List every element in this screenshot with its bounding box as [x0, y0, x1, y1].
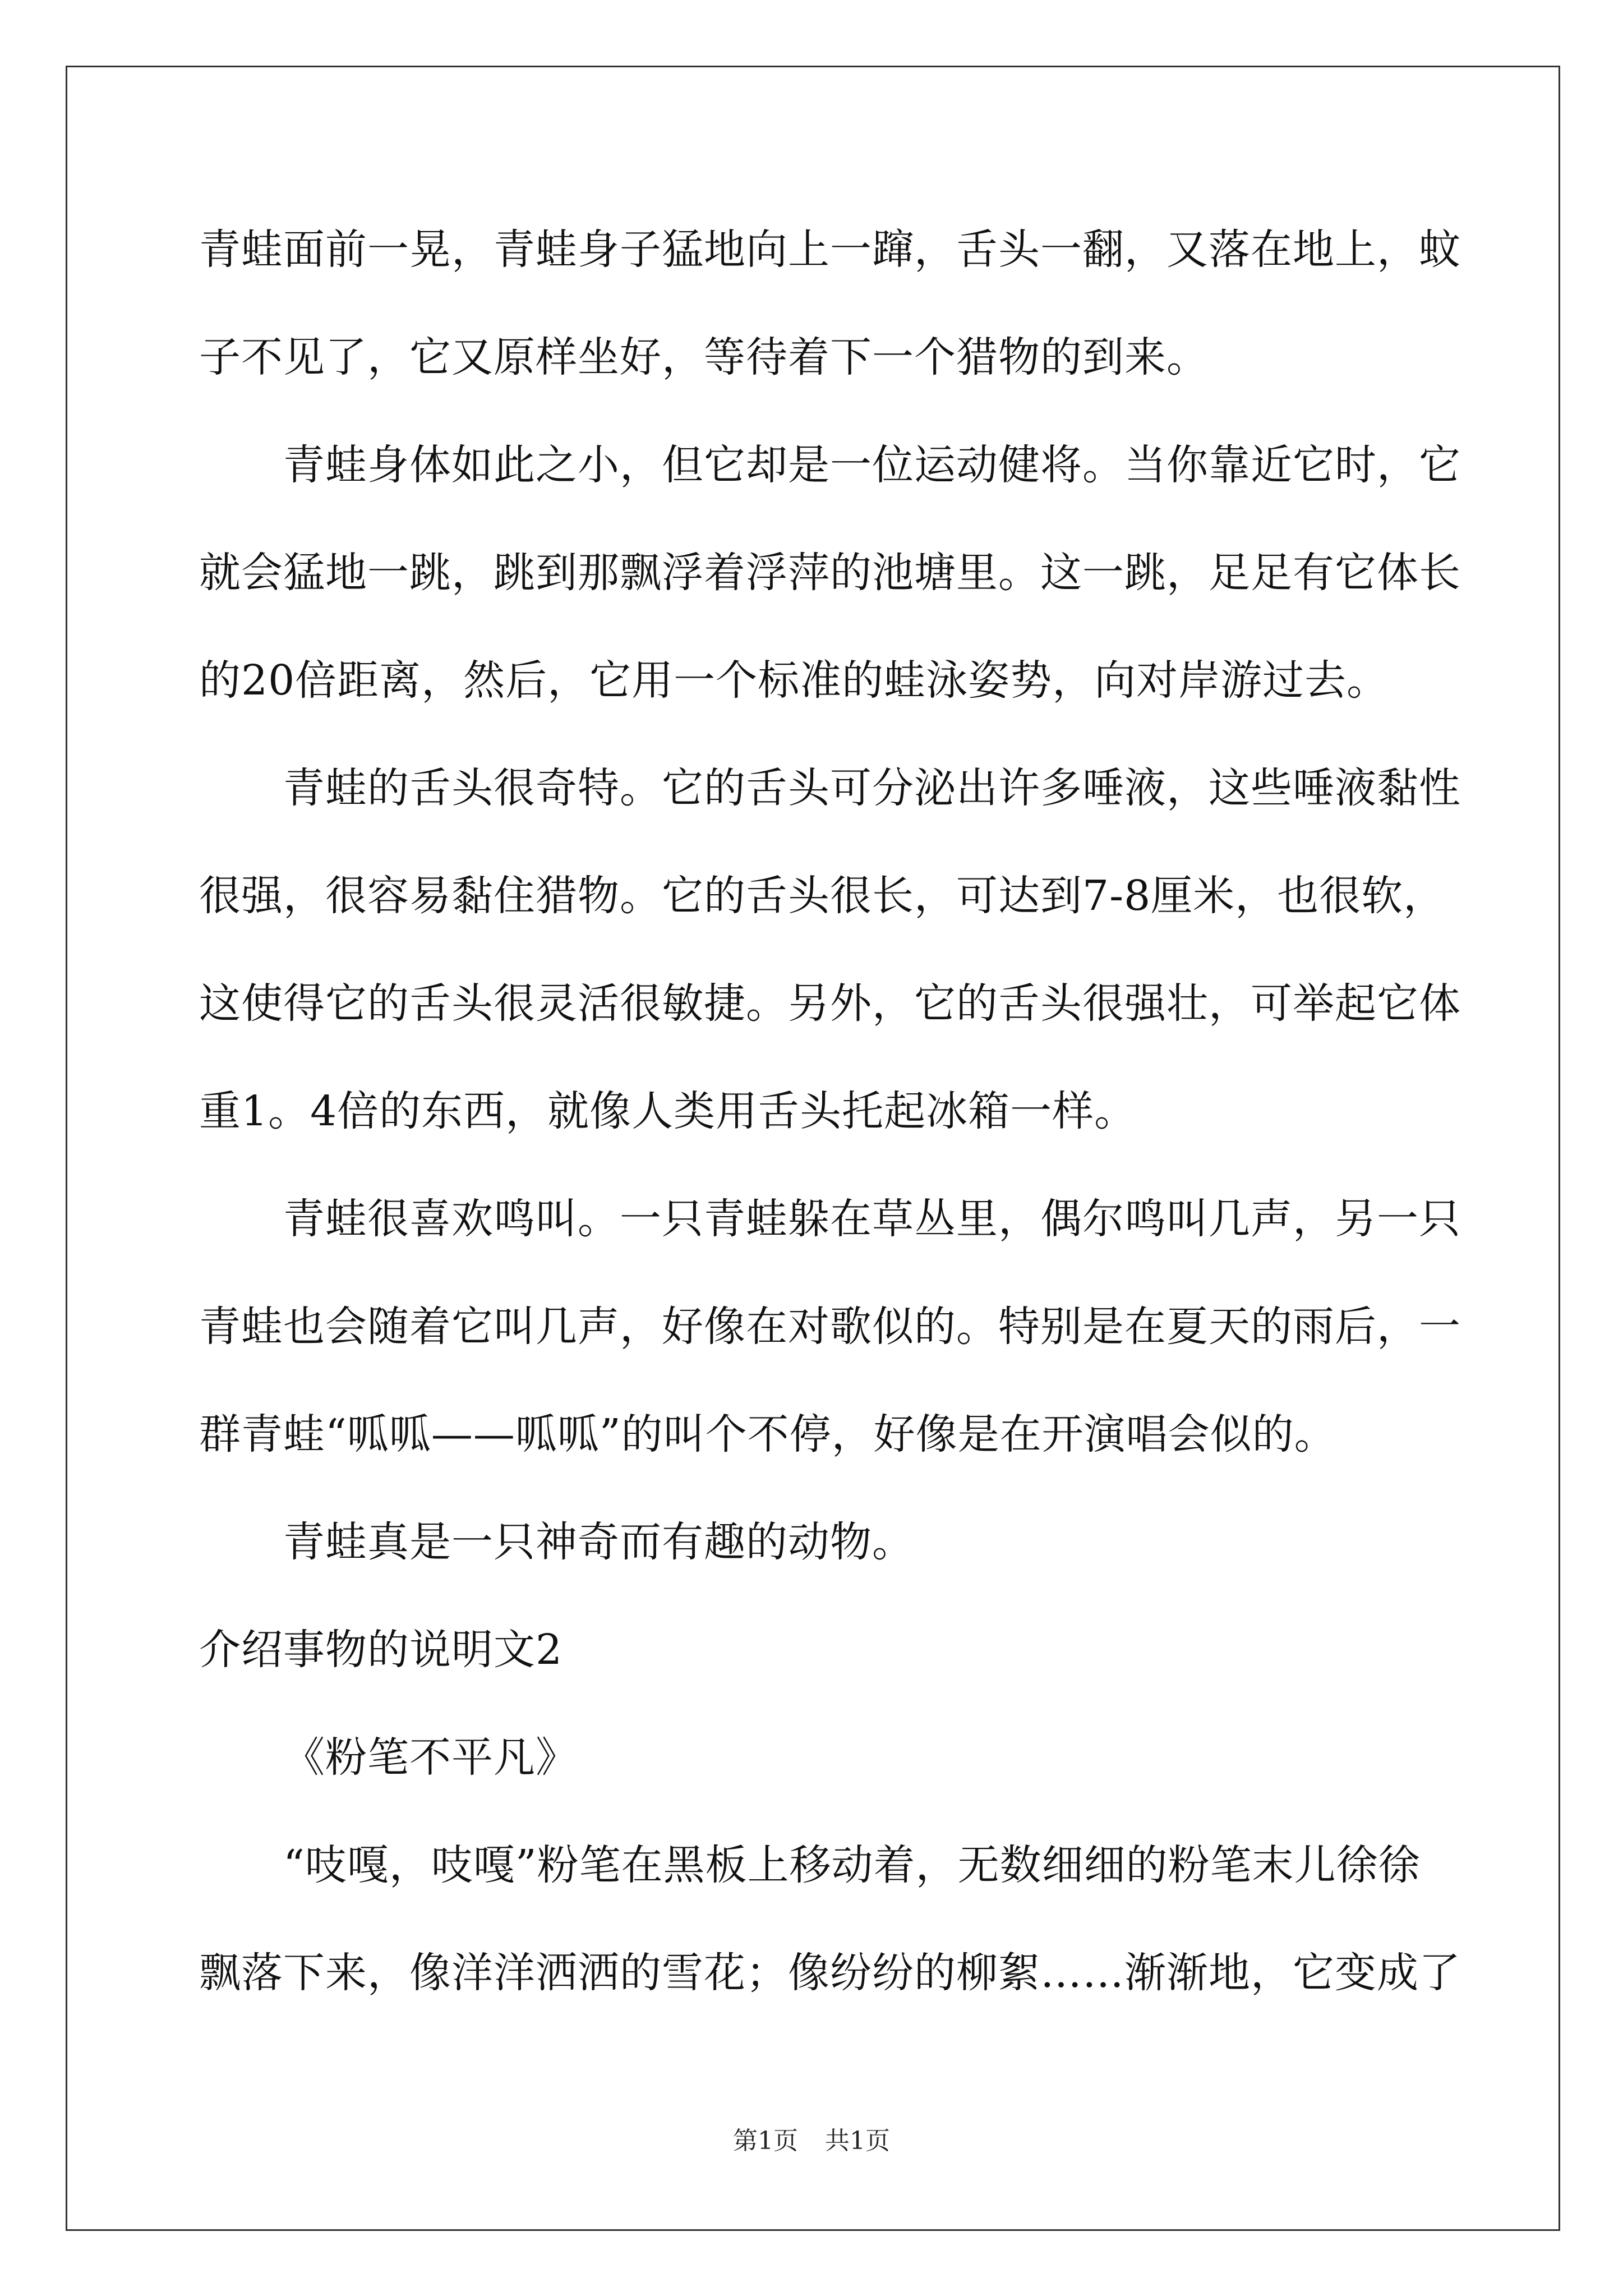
page-number: 第1页	[733, 2127, 798, 2155]
paragraph-line: 很强，很容易黏住猎物。它的舌头很长，可达到7-8厘米，也很软，	[199, 872, 1446, 920]
paragraph-line: 青蛙也会随着它叫几声，好像在对歌似的。特别是在夏天的雨后，一	[199, 1303, 1461, 1351]
paragraph-line: 的20倍距离，然后，它用一个标准的蛙泳姿势，向对岸游过去。	[199, 656, 1389, 705]
paragraph-line: 重1。4倍的东西，就像人类用舌头托起冰箱一样。	[199, 1087, 1137, 1135]
paragraph-line: 这使得它的舌头很灵活很敏捷。另外，它的舌头很强壮，可举起它体	[199, 979, 1461, 1028]
paragraph-line: 青蛙身体如此之小，但它却是一位运动健将。当你靠近它时，它	[283, 441, 1461, 489]
page-total: 共1页	[825, 2127, 890, 2155]
paragraph-line: 群青蛙“呱呱——呱呱”的叫个不停，好像是在开演唱会似的。	[199, 1410, 1336, 1458]
article-title: 《粉笔不平凡》	[283, 1733, 578, 1782]
paragraph-line: 青蛙面前一晃，青蛙身子猛地向上一蹿，舌头一翻，又落在地上，蚊	[199, 226, 1461, 274]
paragraph-line: 青蛙很喜欢鸣叫。一只青蛙躲在草丛里，偶尔鸣叫几声，另一只	[283, 1195, 1461, 1243]
paragraph-line: 就会猛地一跳，跳到那飘浮着浮萍的池塘里。这一跳，足足有它体长	[199, 549, 1461, 597]
section-heading: 介绍事物的说明文2	[199, 1626, 563, 1674]
page-footer	[0, 2124, 1623, 2158]
page-border	[66, 66, 1560, 2231]
paragraph-line: 青蛙真是一只神奇而有趣的动物。	[283, 1518, 914, 1566]
paragraph-line: 青蛙的舌头很奇特。它的舌头可分泌出许多唾液，这些唾液黏性	[283, 764, 1461, 812]
paragraph-line: 飘落下来，像洋洋洒洒的雪花；像纷纷的柳絮……渐渐地，它变成了	[199, 1949, 1461, 1997]
paragraph-line: 子不见了，它又原样坐好，等待着下一个猎物的到来。	[199, 333, 1209, 381]
paragraph-line: “吱嘎，吱嘎”粉笔在黑板上移动着，无数细细的粉笔末儿徐徐	[283, 1841, 1421, 1889]
